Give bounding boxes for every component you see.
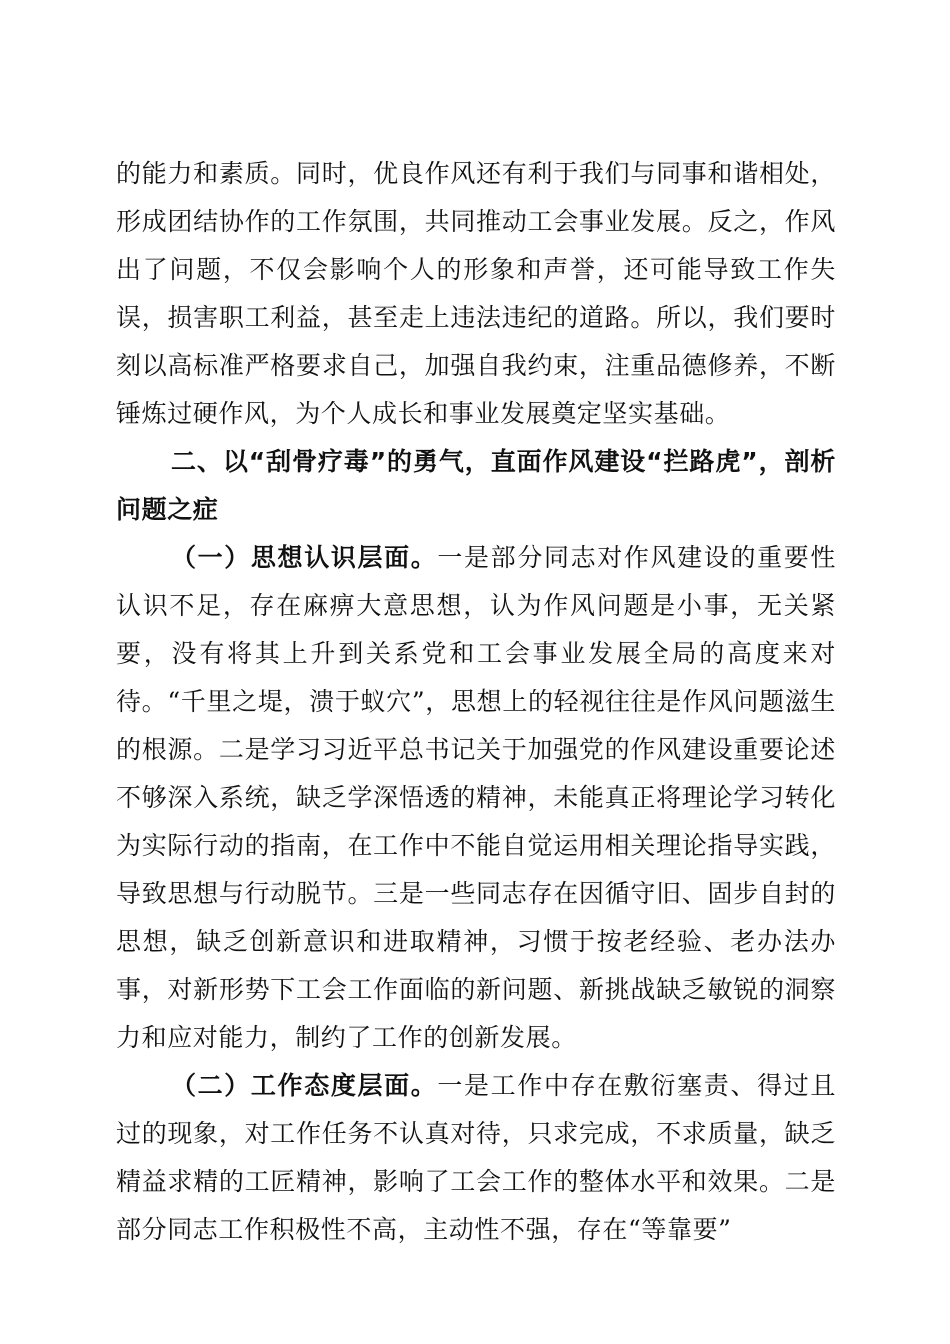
subsection-thinking-heading: （一）思想认识层面。 xyxy=(171,543,438,572)
document-body xyxy=(116,150,836,1254)
section-heading: 二、以“刮骨疗毒”的勇气，直面作风建设“拦路虎”，剖析问题之症 xyxy=(116,447,836,524)
subsection-attitude xyxy=(116,1062,836,1254)
subsection-attitude-body: 一是工作中存在敷衍塞责、得过且过的现象，对工作任务不认真对待，只求完成，不求质量，缺乏精益求精的工匠精神，影响了工会工作的整体水平和效果。二是部分同志工作积极性不高，主动性不强，存在“等靠要” xyxy=(116,1071,836,1244)
subsection-attitude-heading: （二）工作态度层面。 xyxy=(171,1071,438,1100)
paragraph-continuation: 的能力和素质。同时，优良作风还有利于我们与同事和谐相处，形成团结协作的工作氛围，共同推动工会事业发展。反之，作风出了问题，不仅会影响个人的形象和声誉，还可能导致工作失误，损害职工利益，甚至走上违法违纪的道路。所以，我们要时刻以高标准严格要求自己，加强自我约束，注重品德修养，不断锤炼过硬作风，为个人成长和事业发展奠定坚实基础。 xyxy=(116,159,836,428)
subsection-thinking-body: 一是部分同志对作风建设的重要性认识不足，存在麻痹大意思想，认为作风问题是小事，无关紧要，没有将其上升到关系党和工会事业发展全局的高度来对待。“千里之堤，溃于蚁穴”，思想上的轻视往往是作风问题滋生的根源。二是学习习近平总书记关于加强党的作风建设重要论述不够深入系统，缺乏学深悟透的精神，未能真正将理论学习转化为实际行动的指南，在工作中不能自觉运用相关理论指导实践，导致思想与行动脱节。三是一些同志存在因循守旧、固步自封的思想，缺乏创新意识和进取精神，习惯于按老经验、老办法办事，对新形势下工会工作面临的新问题、新挑战缺乏敏锐的洞察力和应对能力，制约了工作的创新发展。 xyxy=(116,543,836,1052)
subsection-thinking xyxy=(116,534,836,1062)
